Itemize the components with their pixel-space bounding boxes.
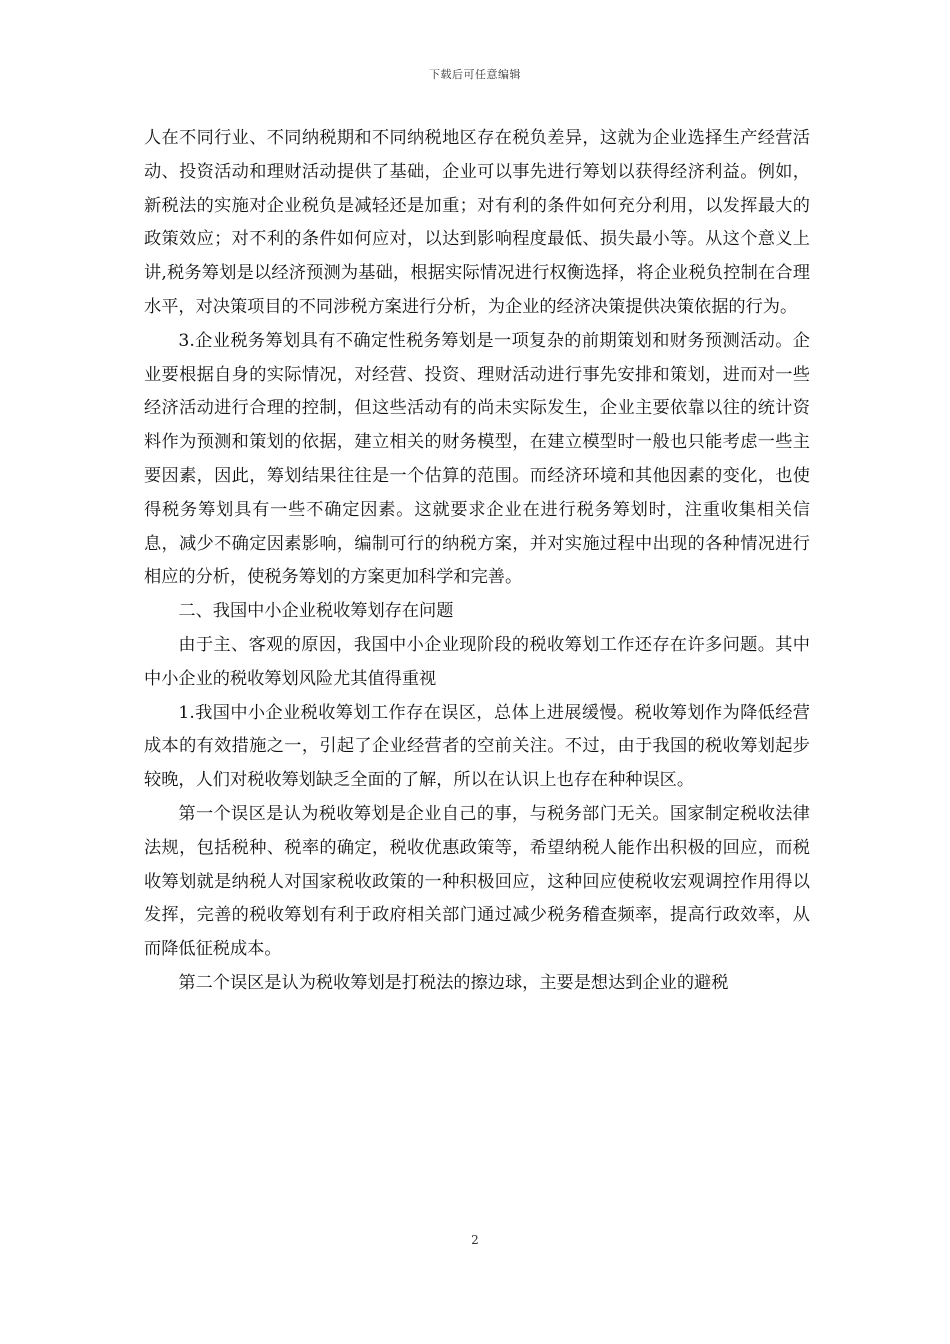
paragraph-uncertainty: 3.企业税务筹划具有不确定性税务筹划是一项复杂的前期策划和财务预测活动。企业要根据自身的实际情况，对经营、投资、理财活动进行事先安排和策划，进而对一些经济活动进行合理的控制，但这些活动有的尚未实际发生，企业主要依靠以往的统计资料作为预测和策划的依据，建立相关的财务模型，在建立模型时一般也只能考虑一些主要因素，因此，筹划结果往往是一个估算的范围。而经济环境和其他因素的变化，也使得税务筹划具有一些不确定因素。这就要求企业在进行税务筹划时，注重收集相关信息，减少不确定因素影响，编制可行的纳税方案，并对实施过程中出现的各种情况进行相应的分析，使税务筹划的方案更加科学和完善。 [144, 330, 810, 588]
page-number: 2 [471, 1233, 479, 1247]
page-header: 下载后可任意编辑 [429, 68, 521, 81]
section-heading: 二、我国中小企业税收筹划存在问题 [178, 601, 454, 622]
document-body [144, 122, 810, 1001]
paragraph-misconceptions: 1.我国中小企业税收筹划工作存在误区，总体上进展缓慢。税收筹划作为降低经营成本的有效措施之一，引起了企业经营者的空前关注。不过，由于我国的税收筹划起步较晚，人们对税收筹划缺乏全面的了解，所以在认识上也存在种种误区。 [144, 702, 810, 791]
paragraph-intro: 由于主、客观的原因，我国中小企业现阶段的税收筹划工作还存在许多问题。其中中小企业的税收筹划风险尤其值得重视 [144, 634, 810, 689]
paragraph-continuation: 人在不同行业、不同纳税期和不同纳税地区存在税负差异，这就为企业选择生产经营活动、投资活动和理财活动提供了基础，企业可以事先进行筹划以获得经济利益。例如，新税法的实施对企业税负是减轻还是加重；对有利的条件如何充分利用，以发挥最大的政策效应；对不利的条件如何应对，以达到影响程度最低、损失最小等。从这个意义上讲,税务筹划是以经济预测为基础，根据实际情况进行权衡选择，将企业税负控制在合理水平，对决策项目的不同涉税方案进行分析，为企业的经济决策提供决策依据的行为。 [144, 128, 810, 317]
paragraph-first-misconception: 第一个误区是认为税收筹划是企业自己的事，与税务部门无关。国家制定税收法律法规，包括税种、税率的确定，税收优惠政策等，希望纳税人能作出积极的回应，而税收筹划就是纳税人对国家税收政策的一种积极回应，这种回应使税收宏观调控作用得以发挥，完善的税收筹划有利于政府相关部门通过减少税务稽查频率，提高行政效率，从而降低征税成本。 [144, 803, 810, 960]
paragraph-second-misconception: 第二个误区是认为税收筹划是打税法的擦边球，主要是想达到企业的避税 [178, 972, 729, 993]
